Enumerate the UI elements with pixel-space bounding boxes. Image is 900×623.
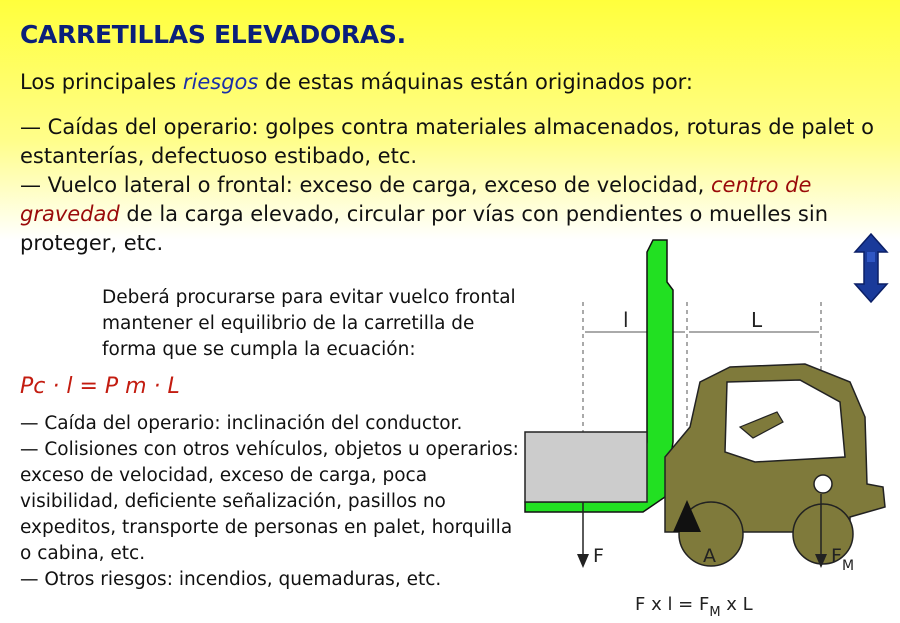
- equation: Pc · l = P m · L: [20, 374, 180, 399]
- label-F: F: [593, 545, 604, 567]
- other-risk-1: — Caída del operario: inclinación del conductor.: [20, 413, 463, 434]
- page-title: CARRETILLAS ELEVADORAS.: [20, 20, 406, 49]
- risk-overturn-after: de la carga elevado, circular por vías con pendientes o muelles sin proteger, etc.: [20, 202, 829, 255]
- other-risk-3: — Otros riesgos: incendios, quemaduras, etc.: [20, 569, 442, 590]
- intro-highlight: riesgos: [182, 70, 259, 94]
- other-risk-2: — Colisiones con otros vehículos, objetos u operarios: exceso de velocidad, exceso de carga, poca visibilidad, deficiente señalización, pasillos no expeditos, transporte de personas en palet, horquilla o cabina, etc.: [20, 439, 519, 564]
- risk-falls: — Caídas del operario: golpes contra materiales almacenados, roturas de palet o estanterías, defectuoso estibado, etc.: [20, 115, 874, 168]
- load-box: [525, 432, 647, 502]
- intro-before: Los principales: [20, 70, 183, 94]
- risk-overturn-highlight: centro de gravedad: [20, 173, 812, 226]
- balance-formula: F x $l = F_M$ x L: [635, 594, 753, 620]
- forklift-diagram: [515, 232, 895, 620]
- arrow-f-head: [577, 554, 589, 568]
- label-L: L: [751, 308, 763, 332]
- intro-after: de estas máquinas están originados por:: [258, 70, 694, 94]
- label-l: l: [623, 308, 629, 332]
- balance-note: Deberá procurarse para evitar vuelco frontal mantener el equilibrio de la carretilla de forma que se cumpla la ecuación:: [102, 287, 516, 360]
- label-A: A: [703, 545, 716, 567]
- risk-overturn-before: — Vuelco lateral o frontal: exceso de carga, exceso de velocidad,: [20, 173, 712, 197]
- intro-text: [20, 68, 880, 96]
- lower-text: [20, 285, 520, 593]
- label-FM: $F_M$: [831, 545, 855, 574]
